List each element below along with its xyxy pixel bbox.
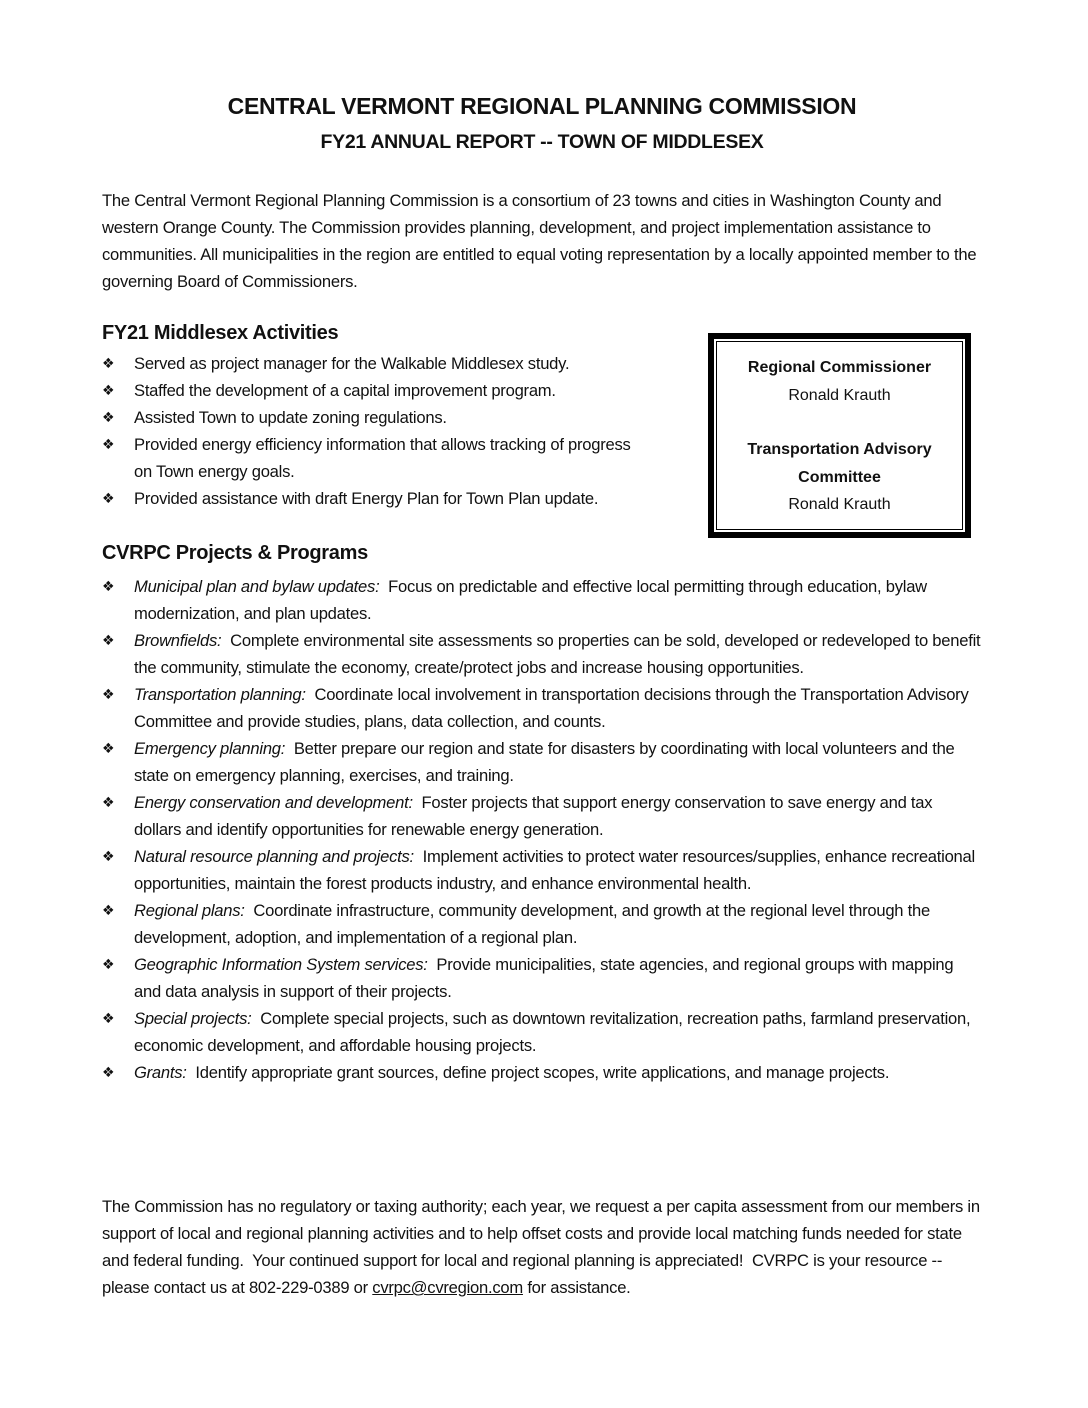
- regional-commissioner-label: Regional Commissioner: [747, 359, 932, 376]
- list-item: ❖ Provided energy efficiency information that allows tracking of progress on Town energy goals.: [102, 431, 702, 485]
- diamond-bullet-icon: ❖: [102, 436, 115, 452]
- program-term: Emergency planning:: [134, 739, 286, 758]
- closing-paragraph: The Commission has no regulatory or taxing authority; each year, we request a per capita assessment from our members in support of local and regional planning activities and to help offset costs and provide local matching funds needed for state and federal funding. Your continued support for local and regional planning is appreciated! CVRPC is your resource -- please contact us at 802-229-0389 or cvrpc@cvregion.com for assistance.: [102, 1197, 985, 1297]
- program-description: Provide municipalities, state agencies, and regional groups with mapping and data analysis in support of their projects.: [134, 955, 958, 1001]
- diamond-bullet-icon: ❖: [102, 686, 115, 702]
- diamond-bullet-icon: ❖: [102, 956, 115, 972]
- tac-member-name: Ronald Krauth: [788, 496, 891, 513]
- diamond-bullet-icon: ❖: [102, 409, 115, 425]
- list-item: [102, 573, 982, 627]
- program-term: Regional plans:: [134, 901, 245, 920]
- programs-heading: CVRPC Projects & Programs: [102, 542, 368, 564]
- program-term: Grants:: [134, 1063, 187, 1082]
- activities-list: [102, 350, 702, 512]
- diamond-bullet-icon: ❖: [102, 902, 115, 918]
- program-term: Energy conservation and development:: [134, 793, 413, 812]
- program-description: Coordinate local involvement in transportation decisions through the Transportation Advisory Committee and provide studies, plans, data collection, and counts.: [134, 685, 973, 731]
- program-description: Complete special projects, such as downtown revitalization, recreation paths, farmland preservation, economic development, and affordable housing projects.: [134, 1009, 975, 1055]
- document-title: CENTRAL VERMONT REGIONAL PLANNING COMMISSION: [227, 93, 857, 119]
- list-item: [102, 735, 982, 789]
- diamond-bullet-icon: ❖: [102, 740, 115, 756]
- activities-heading: FY21 Middlesex Activities: [102, 322, 339, 344]
- diamond-bullet-icon: ❖: [102, 632, 115, 648]
- diamond-bullet-icon: ❖: [102, 578, 115, 594]
- list-item: [102, 1059, 982, 1086]
- regional-commissioner-name: Ronald Krauth: [788, 386, 891, 404]
- program-description: Focus on predictable and effective local permitting through education, bylaw modernization, and plan updates.: [134, 577, 932, 623]
- diamond-bullet-icon: ❖: [102, 794, 115, 810]
- list-item: ❖ Staffed the development of a capital improvement program.: [102, 377, 702, 404]
- program-term: Transportation planning:: [134, 685, 306, 704]
- program-description: Better prepare our region and state for disasters by coordinating with local volunteers and the state on emergency planning, exercises, and training.: [134, 739, 959, 785]
- representatives-box: [708, 333, 971, 538]
- diamond-bullet-icon: ❖: [102, 848, 115, 864]
- tac-label-line2: Committee: [798, 468, 881, 486]
- list-item: [102, 1005, 982, 1059]
- diamond-bullet-icon: ❖: [102, 355, 115, 371]
- program-description: Identify appropriate grant sources, define project scopes, write applications, and manage projects.: [186, 1063, 890, 1082]
- program-description: Coordinate infrastructure, community development, and growth at the regional level through the development, adoption, and implementation of a regional plan.: [134, 901, 935, 947]
- diamond-bullet-icon: ❖: [102, 382, 115, 398]
- list-item: [102, 789, 982, 843]
- list-item: [102, 627, 985, 681]
- list-item: ❖ Provided assistance with draft Energy Plan for Town Plan update.: [102, 485, 702, 512]
- list-item: [102, 897, 982, 951]
- representatives-box-inner: [716, 341, 963, 530]
- program-term: Natural resource planning and projects:: [134, 847, 414, 866]
- list-item: ❖ Served as project manager for the Walkable Middlesex study.: [102, 350, 702, 377]
- diamond-bullet-icon: ❖: [102, 1064, 115, 1080]
- program-description: Complete environmental site assessments so properties can be sold, developed or redeveloped to benefit the community, stimulate the economy, create/protect jobs and increase housing opportunities.: [134, 631, 985, 677]
- program-term: Municipal plan and bylaw updates:: [134, 577, 380, 596]
- diamond-bullet-icon: ❖: [102, 490, 115, 506]
- program-term: Geographic Information System services:: [134, 955, 428, 974]
- program-description: Foster projects that support energy conservation to save energy and tax dollars and identify opportunities for renewable energy generation.: [134, 793, 937, 839]
- tac-label-line1: Transportation Advisory: [747, 441, 932, 458]
- document-subtitle: FY21 ANNUAL REPORT -- TOWN OF MIDDLESEX: [320, 131, 764, 153]
- program-description: Implement activities to protect water resources/supplies, enhance recreational opportunities, maintain the forest products industry, and enhance environmental health.: [134, 847, 980, 893]
- programs-list: [102, 573, 985, 1086]
- list-item: [102, 951, 982, 1005]
- diamond-bullet-icon: ❖: [102, 1010, 115, 1026]
- list-item: [102, 843, 982, 897]
- list-item: ❖ Assisted Town to update zoning regulations.: [102, 404, 702, 431]
- email-link[interactable]: cvrpc@cvregion.com: [372, 1278, 523, 1297]
- intro-paragraph: The Central Vermont Regional Planning Commission is a consortium of 23 towns and cities in Washington County and western Orange County. The Commission provides planning, development, and project implementation assistance to communities. All municipalities in the region are entitled to equal voting representation by a locally appointed member to the governing Board of Commissioners.: [102, 191, 977, 291]
- program-term: Brownfields:: [134, 631, 222, 650]
- program-term: Special projects:: [134, 1009, 252, 1028]
- list-item: [102, 681, 982, 735]
